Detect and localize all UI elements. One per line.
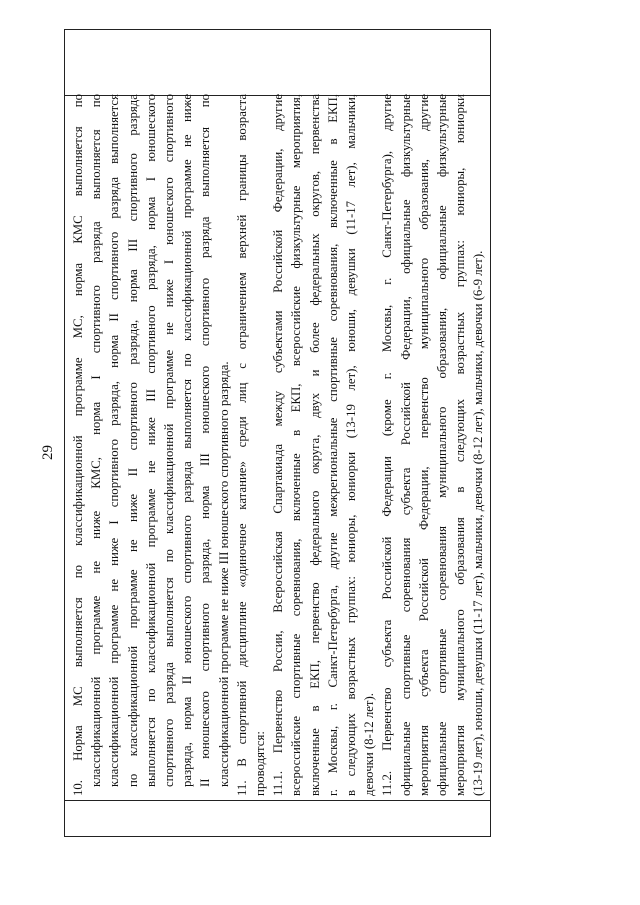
text-line: мероприятия муниципального образования в следующих возрастных группах: юниоры, юниорки xyxy=(453,94,468,796)
text-line: проводятся: xyxy=(253,731,268,796)
text-line: (13-19 лет), юноши, девушки (11-17 лет), мальчики, девочки (8-12 лет), мальчики, девочки (6-9 лет). xyxy=(471,250,486,796)
text-line: разряда, норма II юношеского спортивного разряда выполняется по классификационной программе не ниже xyxy=(180,94,195,787)
text-line: 11. В спортивной дисциплине «одиночное катание» среди лиц с ограничением верхней границы возраста xyxy=(234,94,249,796)
text-line: выполняется по классификационной программе не ниже III спортивного разряда, норма I юношеского xyxy=(143,94,158,787)
text-line: классификационной программе не ниже I спортивного разряда, норма II спортивного разряда выполняется xyxy=(107,94,122,787)
text-line: г. Москвы, г. Санкт-Петербурга, другие межрегиональные спортивные соревнования, включенные в ЕКП, xyxy=(325,94,340,796)
text-line: девочки (8-12 лет). xyxy=(362,693,377,796)
text-line: 11.1. Первенство России, Всероссийская Спартакиада между субъектами Российской Федерации, другие xyxy=(271,94,286,796)
text-line: 10. Норма МС выполняется по классификационной программе МС, норма КМС выполняется по xyxy=(71,94,85,796)
table-column-divider-left xyxy=(65,800,490,801)
text-line: спортивного разряда выполняется по классификационной программе не ниже I юношеского спортивного xyxy=(162,94,177,787)
document-table xyxy=(64,29,491,837)
text-line: официальные спортивные соревнования муниципального образования, официальные физкультурные xyxy=(435,94,450,796)
table-text-cell xyxy=(69,94,488,796)
text-line: включенные в ЕКП, первенство федерального округа, двух и более федеральных округов, первенства xyxy=(307,94,322,796)
text-line: по классификационной программе не ниже II спортивного разряда, норма III спортивного разряда xyxy=(125,94,140,787)
paragraph-s11 xyxy=(233,94,269,796)
page-number: 29 xyxy=(40,445,56,460)
text-line: мероприятия субъекта Российской Федерации, первенство муниципального образования, другие xyxy=(416,94,431,796)
text-line: официальные спортивные соревнования субъекта Российской Федерации, официальные физкультурные xyxy=(398,94,413,796)
text-line: II юношеского спортивного разряда, норма III юношеского спортивного разряда выполняется по xyxy=(198,94,213,787)
paragraph-s11-2 xyxy=(378,94,487,796)
text-line: классификационной программе не ниже КМС, норма I спортивного разряда выполняется по xyxy=(89,94,104,787)
text-line: в следующих возрастных группах: юниоры, юниорки (13-19 лет), юноши, девушки (11-17 лет), мальчики, xyxy=(344,94,359,796)
text-line: 11.2. Первенство субъекта Российской Федерации (кроме г. Москвы, г. Санкт-Петербурга), другие xyxy=(380,94,395,796)
text-line: классификационной программе не ниже III юношеского спортивного разряда. xyxy=(216,361,231,787)
paragraph-s10 xyxy=(69,94,233,796)
paragraph-s11-1 xyxy=(269,94,378,796)
text-line: всероссийские спортивные соревнования, включенные в ЕКП, всероссийские физкультурные мероприятия, xyxy=(289,94,304,796)
